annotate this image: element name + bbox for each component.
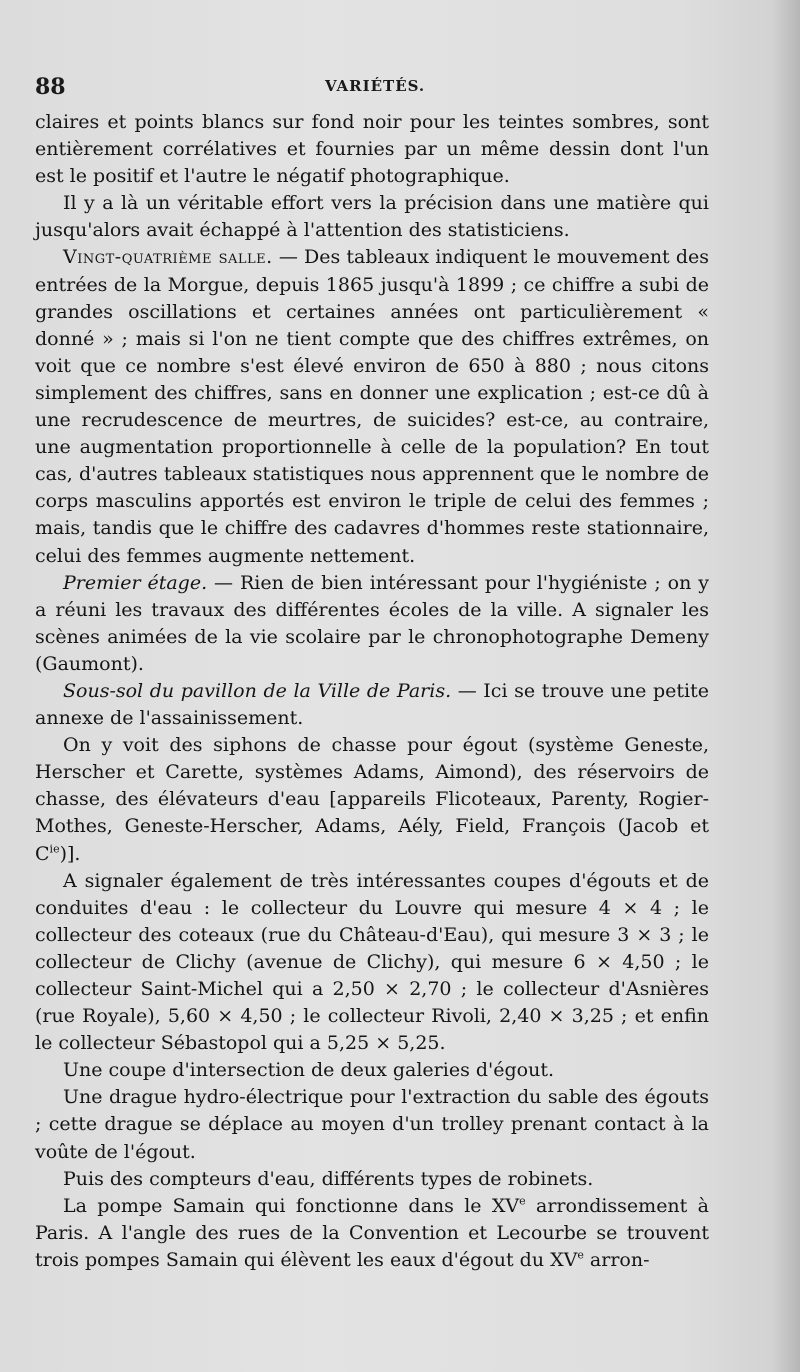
section-lead: Premier étage. [63,571,208,594]
paragraph-premier-etage: Premier étage. — Rien de bien intéressant pour l'hygiéniste ; on y a réuni les travaux des différentes écoles de la ville. A signaler les scènes animées de la vie scolaire par le chronophotographe Demeny (Gaumont). [35,571,709,675]
paragraph-siphons: On y voit des siphons de chasse pour égout (système Geneste, Herscher et Carette, systèmes Adams, Aimond), des réservoirs de chasse, des élévateurs d'eau [appareils Flicoteaux, Parenty, Rogier-Mothes, Geneste-Herscher, Adams, Aély, Field, François (Jacob et $C^{ie}$)]. [35,734,709,865]
page-header [35,74,735,104]
running-title: VARIÉTÉS. [325,77,426,95]
paragraph: Puis des compteurs d'eau, différents types de robinets. [63,1167,594,1190]
section-lead: Sous-sol du pavillon de la Ville de Paris. [63,679,452,702]
page-number: 88 [35,74,66,100]
paragraph-pompe-samain: La pompe Samain qui fonctionne dans le XVe arrondissement à Paris. A l'angle des rues de la Convention et Lecourbe se trouvent trois pompes Samain qui élèvent les eaux d'égout du XVe arron- [35,1194,709,1271]
section-lead: Vingt-quatrième salle. [63,246,273,269]
page-edge-shadow [772,0,800,1372]
paragraph-continuation: claires et points blancs sur fond noir pour les teintes sombres, sont entièrement corrélatives et fournies par un même dessin dont l'un est le positif et l'autre le négatif photographique. [35,111,709,188]
paragraph-drague: Une drague hydro-électrique pour l'extraction du sable des égouts ; cette drague se déplace au moyen d'un trolley prenant contact à la voûte de l'égout. [35,1086,709,1163]
body-text [35,109,709,1274]
paragraph-sous-sol: Sous-sol du pavillon de la Ville de Paris. — Ici se trouve une petite annexe de l'assainissement. [35,679,709,730]
paragraph-salle-24: Vingt-quatrième salle. — Des tableaux indiquent le mouvement des entrées de la Morgue, depuis 1865 jusqu'à 1899 ; ce chiffre a subi de grandes oscillations et certaines années ont particulièrement « donné » ; mais si l'on ne tient compte que des chiffres extrêmes, on voit que ce nombre s'est élevé environ de 650 à 880 ; nous citons simplement des chiffres, sans en donner une explication ; est-ce dû à une recrudescence de meurtres, de suicides? est-ce, au contraire, une augmentation proportionnelle à celle de la population? En tout cas, d'autres tableaux statistiques nous apprennent que le nombre de corps masculins apportés est environ le triple de celui des femmes ; mais, tandis que le chiffre des cadavres d'hommes reste stationnaire, celui des femmes augmente nettement. [35,246,709,567]
paragraph: Une coupe d'intersection de deux galeries d'égout. [63,1059,555,1082]
paragraph: Il y a là un véritable effort vers la précision dans une matière qui jusqu'alors avait échappé à l'attention des statisticiens. [35,192,709,242]
paragraph-collecteurs: A signaler également de très intéressantes coupes d'égouts et de conduites d'eau : le collecteur du Louvre qui mesure 4 × 4 ; le collecteur des coteaux (rue du Château-d'Eau), qui mesure 3 × 3 ; le collecteur de Clichy (avenue de Clichy), qui mesure 6 × 4,50 ; le collecteur Saint-Michel qui a 2,50 × 2,70 ; le collecteur d'Asnières (rue Royale), 5,60 × 4,50 ; le collecteur Rivoli, 2,40 × 3,25 ; et enfin le collecteur Sébastopol qui a 5,25 × 5,25. [35,869,709,1055]
